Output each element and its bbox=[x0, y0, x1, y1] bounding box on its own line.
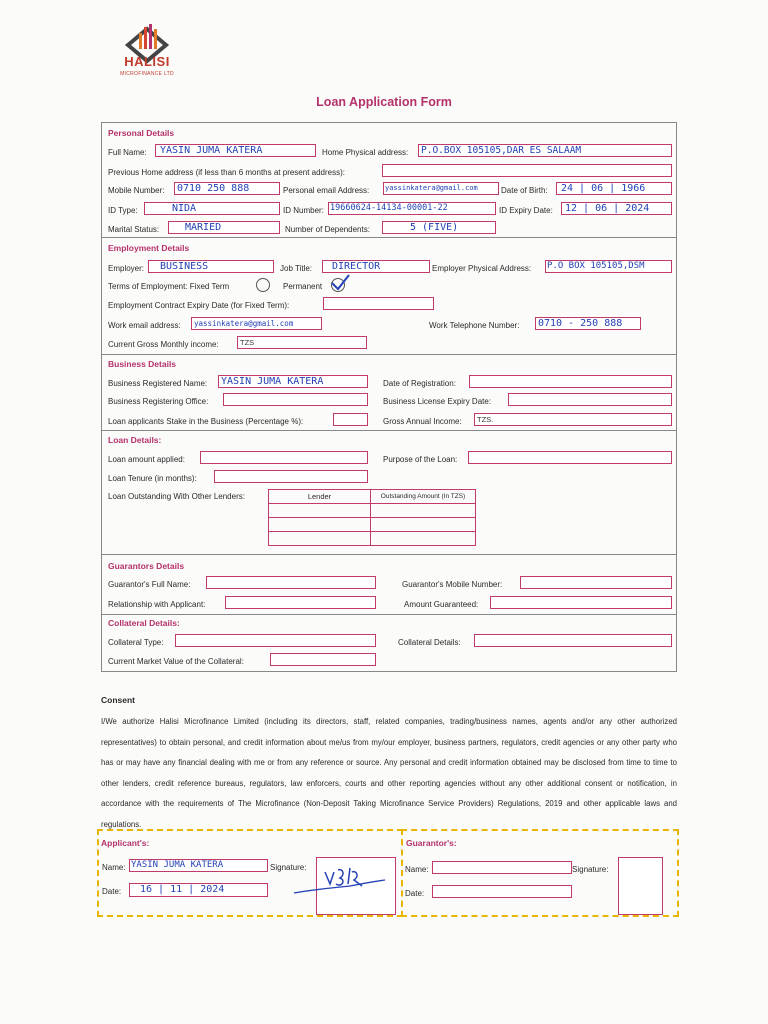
checkmark-icon bbox=[329, 273, 351, 293]
full-name-value: YASIN JUMA KATERA bbox=[160, 145, 263, 156]
job-title-label: Job Title: bbox=[280, 264, 313, 273]
terms-label: Terms of Employment: Fixed Term bbox=[108, 282, 230, 291]
guarantor-signature-field[interactable] bbox=[618, 857, 663, 915]
previous-address-label: Previous Home address (if less than 6 months at present address): bbox=[108, 168, 345, 177]
job-title-value: DIRECTOR bbox=[332, 261, 381, 272]
id-type-value: NIDA bbox=[172, 203, 197, 214]
employer-address-value: P.O BOX 105105,DSM bbox=[547, 261, 645, 271]
gross-annual-field[interactable] bbox=[474, 413, 672, 426]
section-divider bbox=[102, 237, 677, 238]
section-divider bbox=[102, 354, 677, 355]
loan-amount-label: Loan amount applied: bbox=[108, 455, 185, 464]
guarantor-name-field[interactable] bbox=[206, 576, 376, 589]
guarantor-sign-date-label: Date: bbox=[405, 889, 425, 898]
guarantor-sign-name-field[interactable] bbox=[432, 861, 572, 874]
id-type-field[interactable] bbox=[144, 202, 280, 215]
table-header-outstanding: Outstanding Amount (In TZS) bbox=[380, 493, 466, 500]
stake-label: Loan applicants Stake in the Business (Percentage %): bbox=[108, 417, 304, 426]
registering-office-field[interactable] bbox=[223, 393, 368, 406]
work-phone-value: 0710 - 250 888 bbox=[538, 318, 623, 329]
contract-expiry-field[interactable] bbox=[323, 297, 434, 310]
marital-label: Marital Status: bbox=[108, 225, 160, 234]
id-number-label: ID Number: bbox=[283, 206, 324, 215]
guarantor-name-label: Guarantor's Full Name: bbox=[108, 580, 191, 589]
id-expiry-value: 12 | 06 | 2024 bbox=[565, 203, 650, 214]
gross-annual-prefix: TZS. bbox=[477, 415, 494, 424]
stake-field[interactable] bbox=[333, 413, 368, 426]
amount-guaranteed-field[interactable] bbox=[490, 596, 672, 609]
id-type-label: ID Type: bbox=[108, 206, 138, 215]
mobile-value: 0710 250 888 bbox=[177, 183, 250, 194]
employment-section-title: Employment Details bbox=[108, 243, 190, 253]
id-number-value: 19660624-14134-00001-22 bbox=[330, 203, 448, 213]
loan-purpose-label: Purpose of the Loan: bbox=[383, 455, 458, 464]
brand-name: HALISI bbox=[124, 54, 170, 69]
applicant-signature-label: Signature: bbox=[270, 863, 307, 872]
guarantor-mobile-label: Guarantor's Mobile Number: bbox=[402, 580, 503, 589]
guarantor-title: Guarantor's: bbox=[406, 838, 457, 848]
loan-tenure-field[interactable] bbox=[214, 470, 368, 483]
email-label: Personal email Address: bbox=[283, 186, 370, 195]
applicant-date-label: Date: bbox=[102, 887, 122, 896]
form-title: Loan Application Form bbox=[316, 95, 452, 109]
guarantor-signature-label: Signature: bbox=[572, 865, 609, 874]
home-address-label: Home Physical address: bbox=[322, 148, 409, 157]
registering-office-label: Business Registering Office: bbox=[108, 397, 209, 406]
income-label: Current Gross Monthly income: bbox=[108, 340, 219, 349]
amount-guaranteed-label: Amount Guaranteed: bbox=[404, 600, 479, 609]
loan-amount-field[interactable] bbox=[200, 451, 368, 464]
guarantor-sign-name-label: Name: bbox=[405, 865, 429, 874]
consent-text: I/We authorize Halisi Microfinance Limited (including its directors, staff, related companies, trading/business names, agents and/or any other authorized representatives) to obtain personal, and credit information about me/us from my/our employer, business partners, regulators, credit agencies or any other party who has or may have any financial dealing with me or from any reference or source. Any personal and credit information obtained may be disclosed from time to time to other lenders, credit reference bureaus, regulators, law enforcers, courts and other reporting agencies without any other additional consent or notification, in accordance with the requirements of The Microfinance (Non-Deposit Taking Microfinance Service Providers) Regulations, 2019 and other applicable laws and regulations. bbox=[101, 717, 677, 829]
personal-section-title: Personal Details bbox=[108, 128, 175, 138]
signature-icon bbox=[290, 858, 390, 903]
guarantors-section-title: Guarantors Details bbox=[108, 561, 185, 571]
loan-tenure-label: Loan Tenure (in months): bbox=[108, 474, 197, 483]
gross-annual-label: Gross Annual Income: bbox=[383, 417, 462, 426]
id-expiry-label: ID Expiry Date: bbox=[499, 206, 553, 215]
email-value: yassinkatera@gmail.com bbox=[385, 184, 478, 192]
collateral-type-field[interactable] bbox=[175, 634, 376, 647]
employer-address-label: Employer Physical Address: bbox=[432, 264, 532, 273]
full-name-label: Full Name: bbox=[108, 148, 147, 157]
applicant-title: Applicant's: bbox=[101, 838, 150, 848]
brand-subtitle: MICROFINANCE LTD bbox=[120, 71, 174, 77]
work-phone-label: Work Telephone Number: bbox=[429, 321, 520, 330]
applicant-name-label: Name: bbox=[102, 863, 126, 872]
mobile-label: Mobile Number: bbox=[108, 186, 165, 195]
dob-label: Date of Birth: bbox=[501, 186, 548, 195]
relationship-label: Relationship with Applicant: bbox=[108, 600, 206, 609]
collateral-details-field[interactable] bbox=[474, 634, 672, 647]
dob-value: 24 | 06 | 1966 bbox=[561, 183, 646, 194]
loan-purpose-field[interactable] bbox=[468, 451, 672, 464]
registered-name-value: YASIN JUMA KATERA bbox=[221, 376, 324, 387]
collateral-type-label: Collateral Type: bbox=[108, 638, 164, 647]
registration-date-label: Date of Registration: bbox=[383, 379, 456, 388]
dependents-value: 5 (FIVE) bbox=[410, 222, 459, 233]
guarantor-sign-date-field[interactable] bbox=[432, 885, 572, 898]
employer-value: BUSINESS bbox=[160, 261, 209, 272]
license-expiry-field[interactable] bbox=[508, 393, 672, 406]
section-divider bbox=[102, 430, 677, 431]
employer-label: Employer: bbox=[108, 264, 145, 273]
fixed-term-radio[interactable] bbox=[256, 278, 270, 292]
home-address-value: P.O.BOX 105105,DAR ES SALAAM bbox=[421, 145, 582, 156]
market-value-field[interactable] bbox=[270, 653, 376, 666]
work-email-value: yassinkatera@gmail.com bbox=[194, 319, 294, 328]
section-divider bbox=[102, 554, 677, 555]
relationship-field[interactable] bbox=[225, 596, 376, 609]
registration-date-field[interactable] bbox=[469, 375, 672, 388]
section-divider bbox=[102, 614, 677, 615]
registered-name-label: Business Registered Name: bbox=[108, 379, 208, 388]
permanent-label: Permanent bbox=[283, 282, 323, 291]
license-expiry-label: Business License Expiry Date: bbox=[383, 397, 492, 406]
income-field[interactable] bbox=[237, 336, 367, 349]
consent-title: Consent bbox=[101, 695, 135, 705]
collateral-section-title: Collateral Details: bbox=[108, 618, 180, 628]
loan-section-title: Loan Details: bbox=[108, 435, 162, 445]
table-header-lender: Lender bbox=[307, 492, 332, 501]
applicant-date-value: 16 | 11 | 2024 bbox=[140, 884, 225, 895]
outstanding-label: Loan Outstanding With Other Lenders: bbox=[108, 492, 245, 501]
previous-address-field[interactable] bbox=[382, 164, 672, 177]
guarantor-mobile-field[interactable] bbox=[520, 576, 672, 589]
marital-value: MARIED bbox=[185, 222, 222, 233]
collateral-details-label: Collateral Details: bbox=[398, 638, 461, 647]
outstanding-table bbox=[268, 489, 476, 546]
income-prefix: TZS bbox=[240, 338, 255, 347]
business-section-title: Business Details bbox=[108, 359, 177, 369]
market-value-label: Current Market Value of the Collateral: bbox=[108, 657, 244, 666]
contract-expiry-label: Employment Contract Expiry Date (for Fixed Term): bbox=[108, 301, 290, 310]
applicant-name-value: YASIN JUMA KATERA bbox=[131, 860, 224, 870]
work-email-label: Work email address: bbox=[108, 321, 181, 330]
dependents-label: Number of Dependents: bbox=[285, 225, 370, 234]
